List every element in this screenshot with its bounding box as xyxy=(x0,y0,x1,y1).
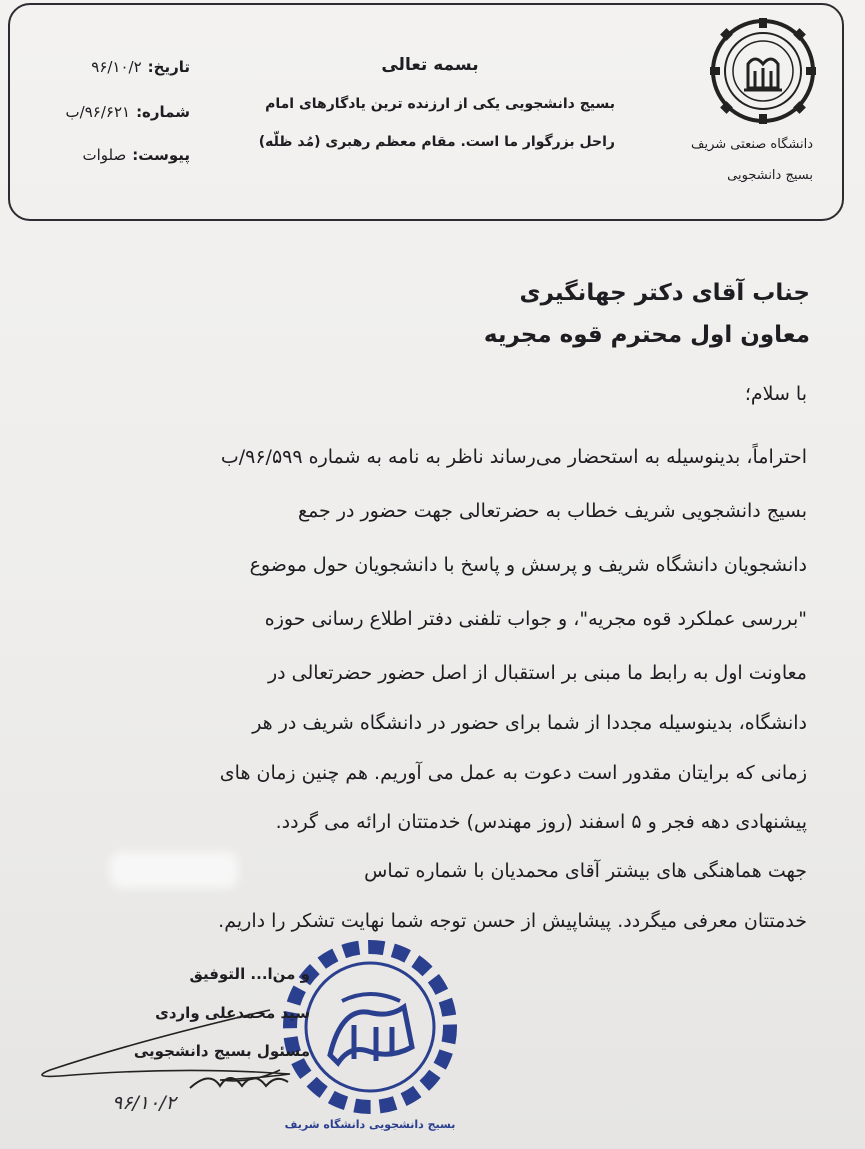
signer-name: سید محمدعلی واردی xyxy=(155,1004,310,1022)
body-line: "بررسی عملکرد قوه مجریه"، و جواب تلفنی دفتر اطلاع رسانی حوزه xyxy=(264,608,807,630)
date-value: ۹۶/۱۰/۲ xyxy=(91,58,142,76)
body-line: بسیج دانشجویی شریف خطاب به حضرتعالی جهت حضور در جمع xyxy=(297,500,807,522)
body-line: احتراماً، بدینوسیله به استحضار می‌رساند ناظر به نامه به شماره ۹۶/۵۹۹/ب xyxy=(220,446,807,468)
body-line: جهت هماهنگی های بیشتر آقای محمدیان با شماره تماس xyxy=(364,860,807,882)
greeting: با سلام؛ xyxy=(744,383,807,405)
body-line: پیشنهادی دهه فجر و ۵ اسفند (روز مهندس) خدمتتان ارائه می گردد. xyxy=(275,811,807,833)
number-value: ۹۶/۶۲۱/ب xyxy=(65,103,131,121)
basmala-heading: بسمه تعالی xyxy=(381,55,479,75)
number-field xyxy=(66,103,190,121)
date-label: تاریخ: xyxy=(147,58,190,76)
signer-title: مسئول بسیج دانشجویی xyxy=(133,1042,310,1060)
attachment-field xyxy=(82,146,190,164)
body-line: دانشگاه، بدینوسیله مجددا از شما برای حضور در دانشگاه شریف در هر xyxy=(252,712,807,734)
addressee-title: معاون اول محترم قوه مجریه xyxy=(483,322,810,348)
attachment-value: صلوات xyxy=(82,146,127,164)
body-line: دانشجویان دانشگاه شریف و پرسش و پاسخ با دانشجویان حول موضوع xyxy=(249,554,807,576)
university-name: دانشگاه صنعتی شریف xyxy=(691,137,813,152)
quote-line-2: راحل بزرگوار ما است. مقام معظم رهبری (مُد ظلّه) xyxy=(258,134,615,150)
body-line: معاونت اول به رابط ما مبنی بر استقبال از اصل حضور حضرتعالی در xyxy=(267,662,807,684)
body-line: خدمتتان معرفی میگردد. پیشاپیش از حسن توجه شما نهایت تشکر را داریم. xyxy=(218,910,807,932)
number-label: شماره: xyxy=(136,103,190,121)
handwritten-signature xyxy=(20,1000,460,1110)
closing-line: و من‌ا... التوفیق xyxy=(189,965,310,983)
body-line: زمانی که برایتان مقدور است دعوت به عمل می آوریم. هم چنین زمان های xyxy=(219,762,807,784)
date-field xyxy=(91,58,190,76)
seal-caption: بسیج دانشجویی دانشگاه شریف xyxy=(284,1118,456,1131)
unit-name: بسیج دانشجویی xyxy=(727,168,813,183)
redacted-phone-number xyxy=(110,852,238,888)
quote-line-1: بسیج دانشجویی یکی از ارزنده ترین یادگارهای امام xyxy=(265,96,615,112)
attachment-label: پیوست: xyxy=(132,146,190,164)
university-logo-icon xyxy=(708,16,818,126)
signature-date: ۹۶/۱۰/۲ xyxy=(112,1092,176,1114)
addressee-name: جناب آقای دکتر جهانگیری xyxy=(519,280,810,306)
